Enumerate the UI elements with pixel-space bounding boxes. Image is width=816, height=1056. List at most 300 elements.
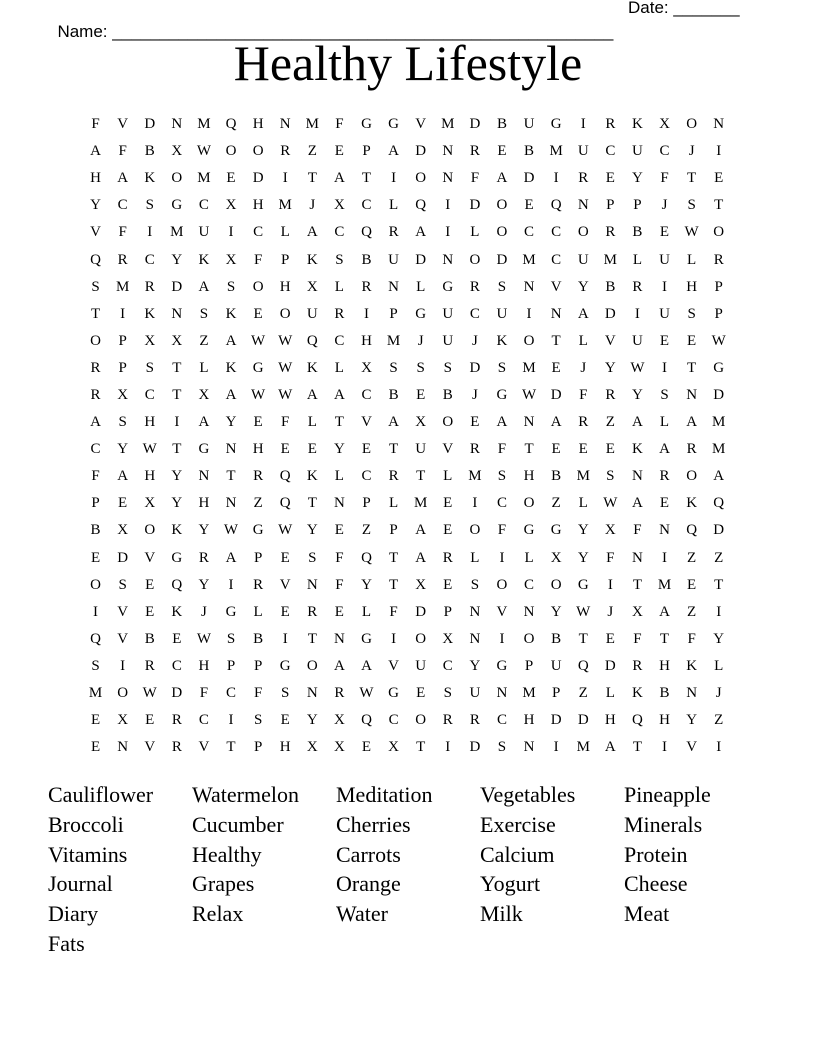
grid-letter: M — [197, 170, 211, 187]
grid-letter: A — [577, 305, 589, 322]
grid-letter: T — [687, 359, 697, 376]
grid-letter: R — [632, 657, 643, 674]
grid-letter: V — [90, 224, 101, 241]
grid-letter: N — [333, 630, 345, 647]
grid-letter: D — [469, 197, 481, 214]
grid-letter: N — [523, 414, 535, 431]
grid-letter: Y — [90, 197, 101, 214]
word-list-item: Broccoli — [48, 811, 124, 837]
grid-letter: E — [551, 441, 561, 458]
grid-letter: E — [687, 576, 697, 593]
grid-letter: R — [686, 441, 697, 458]
grid-letter: T — [388, 576, 399, 593]
grid-letter: S — [145, 359, 154, 376]
grid-letter: Z — [199, 332, 209, 349]
grid-letter: N — [171, 116, 183, 133]
word-list-item: Yogurt — [480, 871, 541, 897]
grid-letter: W — [196, 143, 211, 160]
grid-letter: G — [225, 603, 237, 620]
grid-letter: Q — [686, 522, 698, 539]
grid-letter: K — [225, 359, 237, 376]
word-list-item: Water — [336, 901, 388, 927]
grid-letter: R — [334, 685, 345, 702]
grid-letter: S — [687, 305, 696, 322]
grid-letter: W — [278, 522, 293, 539]
grid-letter: D — [171, 685, 183, 702]
grid-letter: G — [550, 522, 562, 539]
grid-letter: Y — [361, 576, 372, 593]
grid-letter: Y — [171, 251, 183, 268]
grid-letter: Y — [117, 441, 129, 458]
grid-letter: K — [496, 332, 508, 349]
grid-letter: E — [605, 441, 615, 458]
grid-letter: Z — [307, 143, 317, 160]
grid-letter: N — [659, 522, 670, 539]
grid-letter: E — [578, 441, 588, 458]
grid-letter: V — [117, 116, 129, 133]
grid-letter: A — [117, 170, 129, 187]
grid-letter: A — [225, 549, 237, 566]
word-list-item: Meat — [624, 901, 670, 927]
grid-letter: I — [120, 305, 126, 322]
grid-letter: S — [118, 414, 127, 431]
grid-letter: R — [442, 549, 453, 566]
grid-letter: O — [90, 332, 101, 349]
grid-letter: A — [632, 414, 643, 431]
grid-letter: A — [550, 414, 562, 431]
grid-letter: E — [253, 305, 263, 322]
grid-letter: N — [171, 305, 183, 322]
grid-letter: W — [278, 386, 293, 403]
grid-letter: O — [306, 657, 318, 674]
grid-letter: F — [118, 143, 127, 160]
grid-letter: T — [551, 332, 561, 349]
grid-letter: O — [90, 576, 101, 593]
grid-letter: G — [252, 522, 264, 539]
grid-letter: E — [443, 495, 453, 512]
grid-letter: J — [471, 332, 478, 349]
grid-letter: T — [172, 359, 182, 376]
grid-letter: G — [279, 657, 291, 674]
grid-letter: O — [252, 143, 264, 160]
grid-letter: M — [522, 359, 536, 376]
grid-letter: Y — [306, 712, 318, 729]
grid-letter: I — [445, 739, 451, 756]
grid-letter: N — [442, 143, 454, 160]
grid-letter: Y — [469, 657, 481, 674]
grid-letter: T — [307, 630, 317, 647]
grid-letter: V — [144, 549, 156, 566]
grid-letter: C — [90, 441, 101, 458]
grid-letter: M — [441, 116, 455, 133]
grid-letter: N — [279, 116, 291, 133]
grid-letter: A — [496, 170, 508, 187]
grid-letter: K — [171, 603, 183, 620]
grid-letter: S — [308, 549, 317, 566]
grid-letter: X — [604, 522, 616, 539]
grid-letter: I — [147, 224, 153, 241]
grid-letter: W — [576, 603, 591, 620]
grid-letter: U — [632, 143, 643, 160]
grid-letter: Q — [361, 549, 372, 566]
grid-letter: B — [551, 468, 562, 485]
grid-letter: E — [714, 170, 724, 187]
grid-letter: C — [117, 197, 128, 214]
grid-letter: S — [497, 739, 507, 756]
grid-letter: F — [497, 441, 507, 458]
grid-letter: W — [251, 332, 266, 349]
grid-letter: C — [361, 386, 372, 403]
grid-letter: S — [91, 278, 100, 295]
grid-letter: R — [334, 305, 345, 322]
grid-letter: N — [306, 685, 318, 702]
grid-letter: N — [496, 685, 508, 702]
grid-letter: F — [335, 549, 344, 566]
grid-letter: K — [632, 116, 643, 133]
grid-letter: Y — [577, 278, 589, 295]
grid-letter: U — [496, 305, 508, 322]
grid-letter: W — [223, 522, 239, 539]
grid-letter: O — [415, 170, 427, 187]
grid-letter: O — [496, 576, 508, 593]
grid-letter: N — [225, 495, 237, 512]
word-list-item: Cauliflower — [48, 782, 154, 807]
grid-letter: K — [171, 522, 183, 539]
grid-letter: H — [198, 657, 210, 674]
grid-letter: O — [144, 522, 156, 539]
grid-letter: F — [497, 522, 507, 539]
grid-letter: D — [469, 116, 481, 133]
grid-letter: J — [688, 143, 695, 160]
grid-letter: L — [470, 224, 480, 241]
grid-letter: K — [686, 657, 698, 674]
grid-letter: P — [633, 197, 642, 214]
grid-letter: A — [306, 386, 318, 403]
grid-letter: X — [306, 278, 318, 295]
grid-letter: Y — [550, 603, 562, 620]
grid-letter: N — [632, 549, 643, 566]
grid-letter: D — [604, 657, 616, 674]
grid-letter: E — [470, 414, 480, 431]
grid-letter: E — [253, 414, 263, 431]
grid-letter: T — [90, 305, 101, 322]
grid-letter: I — [228, 224, 234, 241]
grid-letter: Q — [279, 495, 291, 512]
grid-letter: V — [279, 576, 291, 593]
grid-letter: R — [578, 414, 589, 431]
word-list-item: Journal — [48, 871, 113, 897]
grid-letter: I — [716, 739, 722, 756]
grid-letter: F — [470, 170, 480, 187]
grid-letter: C — [334, 224, 345, 241]
grid-letter: K — [686, 495, 698, 512]
grid-letter: T — [416, 468, 426, 485]
word-list-item: Cucumber — [192, 811, 284, 837]
grid-letter: S — [389, 359, 398, 376]
grid-letter: R — [388, 224, 399, 241]
grid-letter: I — [662, 549, 668, 566]
grid-letter: P — [714, 278, 723, 295]
word-list-item: Orange — [336, 871, 401, 897]
grid-letter: R — [469, 712, 480, 729]
grid-letter: D — [713, 386, 725, 403]
grid-letter: U — [659, 251, 670, 268]
grid-letter: Q — [550, 197, 562, 214]
grid-letter: A — [713, 468, 725, 485]
grid-letter: Y — [632, 170, 643, 187]
grid-letter: S — [443, 685, 452, 702]
grid-letter: F — [633, 630, 642, 647]
grid-letter: R — [442, 712, 453, 729]
grid-letter: I — [662, 739, 668, 756]
grid-letter: J — [471, 386, 478, 403]
word-list-item: Grapes — [192, 871, 255, 897]
grid-letter: S — [281, 685, 290, 702]
grid-letter: L — [659, 414, 670, 431]
grid-letter: C — [334, 332, 345, 349]
grid-letter: C — [442, 657, 453, 674]
grid-letter: A — [198, 414, 210, 431]
grid-letter: C — [253, 224, 264, 241]
grid-letter: G — [388, 116, 399, 133]
grid-letter: Q — [306, 332, 318, 349]
grid-letter: S — [416, 359, 425, 376]
grid-letter: A — [496, 414, 508, 431]
grid-letter: R — [144, 278, 155, 295]
grid-letter: W — [603, 495, 618, 512]
grid-letter: I — [363, 305, 369, 322]
grid-letter: G — [388, 685, 399, 702]
grid-letter: X — [117, 386, 129, 403]
grid-letter: R — [171, 712, 182, 729]
grid-letter: D — [713, 522, 725, 539]
grid-letter: U — [388, 251, 399, 268]
grid-letter: X — [171, 143, 183, 160]
grid-letter: T — [361, 170, 372, 187]
grid-letter: E — [90, 739, 101, 756]
grid-letter: F — [389, 603, 398, 620]
grid-letter: H — [90, 170, 101, 187]
grid-letter: C — [524, 576, 535, 593]
grid-letter: F — [253, 251, 263, 268]
grid-letter: M — [197, 116, 211, 133]
grid-letter: H — [523, 712, 535, 729]
grid-letter: N — [713, 116, 725, 133]
grid-letter: R — [307, 603, 318, 620]
grid-letter: Q — [171, 576, 183, 593]
grid-letter: U — [523, 116, 535, 133]
grid-letter: L — [388, 495, 399, 512]
grid-letter: P — [253, 549, 263, 566]
grid-letter: K — [144, 305, 156, 322]
grid-letter: X — [198, 386, 210, 403]
grid-letter: A — [632, 495, 643, 512]
grid-letter: T — [524, 441, 534, 458]
grid-letter: B — [90, 522, 101, 539]
word-list-item: Calcium — [480, 841, 555, 867]
grid-letter: Y — [713, 630, 725, 647]
grid-letter: F — [118, 224, 127, 241]
grid-letter: E — [334, 522, 344, 539]
grid-letter: Z — [578, 685, 588, 702]
grid-letter: E — [361, 441, 372, 458]
grid-letter: X — [361, 359, 372, 376]
grid-letter: E — [145, 576, 155, 593]
grid-letter: W — [251, 386, 266, 403]
grid-letter: C — [496, 712, 507, 729]
grid-letter: U — [442, 332, 454, 349]
grid-letter: D — [469, 359, 481, 376]
grid-letter: C — [551, 251, 562, 268]
grid-letter: N — [442, 251, 454, 268]
grid-letter: J — [661, 197, 668, 214]
grid-letter: T — [659, 630, 670, 647]
grid-letter: T — [632, 576, 642, 593]
grid-letter: M — [522, 251, 536, 268]
grid-letter: G — [198, 441, 210, 458]
grid-letter: C — [226, 685, 237, 702]
grid-letter: E — [605, 170, 615, 187]
grid-letter: D — [252, 170, 264, 187]
grid-letter: L — [199, 359, 209, 376]
grid-letter: L — [416, 278, 426, 295]
grid-letter: I — [716, 143, 722, 160]
grid-letter: A — [361, 657, 372, 674]
grid-letter: A — [659, 603, 670, 620]
grid-letter: M — [305, 116, 319, 133]
grid-letter: N — [686, 685, 698, 702]
grid-letter: M — [386, 332, 401, 349]
grid-letter: A — [686, 414, 698, 431]
grid-letter: B — [659, 685, 670, 702]
grid-letter: D — [496, 251, 508, 268]
grid-letter: T — [714, 576, 724, 593]
grid-letter: C — [659, 143, 670, 160]
grid-letter: D — [550, 386, 562, 403]
grid-letter: E — [524, 197, 534, 214]
grid-letter: Z — [551, 495, 561, 512]
grid-letter: N — [442, 170, 454, 187]
grid-letter: O — [496, 197, 508, 214]
grid-letter: N — [198, 468, 210, 485]
word-list-item: Watermelon — [192, 782, 299, 807]
grid-letter: H — [659, 657, 670, 674]
grid-letter: P — [606, 197, 615, 214]
grid-letter: Q — [577, 657, 589, 674]
grid-letter: M — [414, 495, 428, 512]
grid-letter: I — [93, 603, 99, 620]
grid-letter: B — [144, 143, 155, 160]
grid-letter: X — [333, 712, 345, 729]
grid-letter: O — [550, 576, 562, 593]
grid-letter: L — [524, 549, 534, 566]
grid-letter: X — [415, 576, 427, 593]
grid-letter: X — [117, 522, 129, 539]
grid-letter: L — [578, 332, 588, 349]
grid-letter: P — [226, 657, 236, 674]
grid-letter: M — [522, 685, 536, 702]
grid-letter: N — [117, 739, 129, 756]
grid-letter: A — [415, 224, 427, 241]
grid-letter: R — [605, 386, 616, 403]
grid-letter: T — [226, 739, 236, 756]
grid-letter: C — [198, 197, 209, 214]
word-list-item: Exercise — [480, 811, 556, 837]
grid-letter: L — [307, 414, 317, 431]
grid-letter: X — [550, 549, 562, 566]
grid-letter: E — [416, 386, 426, 403]
grid-letter: G — [361, 116, 372, 133]
grid-letter: Q — [225, 116, 237, 133]
grid-letter: D — [171, 278, 183, 295]
grid-letter: H — [198, 495, 210, 512]
grid-letter: H — [144, 468, 156, 485]
grid-letter: N — [523, 739, 535, 756]
grid-letter: P — [91, 495, 100, 512]
grid-letter: I — [499, 549, 505, 566]
grid-letter: J — [607, 603, 614, 620]
grid-letter: B — [524, 143, 535, 160]
grid-letter: A — [333, 386, 345, 403]
grid-letter: G — [442, 278, 454, 295]
grid-letter: N — [632, 468, 643, 485]
grid-letter: R — [144, 657, 155, 674]
grid-letter: G — [171, 197, 183, 214]
grid-letter: M — [468, 468, 482, 485]
grid-letter: O — [117, 685, 129, 702]
grid-letter: I — [526, 305, 532, 322]
grid-letter: N — [333, 495, 345, 512]
word-list — [48, 780, 768, 959]
grid-letter: G — [577, 576, 589, 593]
grid-letter: X — [225, 251, 237, 268]
grid-letter: C — [524, 224, 535, 241]
grid-letter: O — [523, 630, 535, 647]
grid-letter: D — [117, 549, 129, 566]
grid-letter: X — [144, 332, 156, 349]
grid-letter: H — [252, 197, 264, 214]
grid-letter: C — [361, 197, 372, 214]
grid-letter: S — [145, 197, 154, 214]
grid-letter: P — [524, 657, 534, 674]
grid-letter: S — [497, 468, 507, 485]
grid-letter: S — [118, 576, 127, 593]
grid-letter: S — [660, 386, 669, 403]
grid-letter: N — [523, 278, 535, 295]
grid-letter: Y — [577, 522, 589, 539]
grid-letter: Y — [333, 441, 345, 458]
grid-letter: M — [657, 576, 672, 593]
grid-letter: R — [713, 251, 724, 268]
grid-letter: N — [550, 305, 562, 322]
grid-letter: X — [333, 197, 345, 214]
word-list-item: Pineapple — [624, 782, 711, 807]
grid-letter: X — [388, 739, 399, 756]
grid-letter: E — [145, 712, 155, 729]
grid-letter: D — [415, 251, 427, 268]
grid-letter: F — [633, 522, 642, 539]
grid-letter: O — [686, 468, 698, 485]
page-title: Healthy Lifestyle — [233, 35, 583, 91]
grid-letter: E — [280, 603, 290, 620]
grid-letter: E — [145, 603, 155, 620]
grid-letter: Y — [198, 522, 210, 539]
grid-letter: Y — [198, 576, 210, 593]
grid-letter: A — [415, 522, 427, 539]
grid-letter: B — [496, 116, 507, 133]
grid-letter: K — [225, 305, 237, 322]
word-list-item: Relax — [192, 901, 244, 927]
